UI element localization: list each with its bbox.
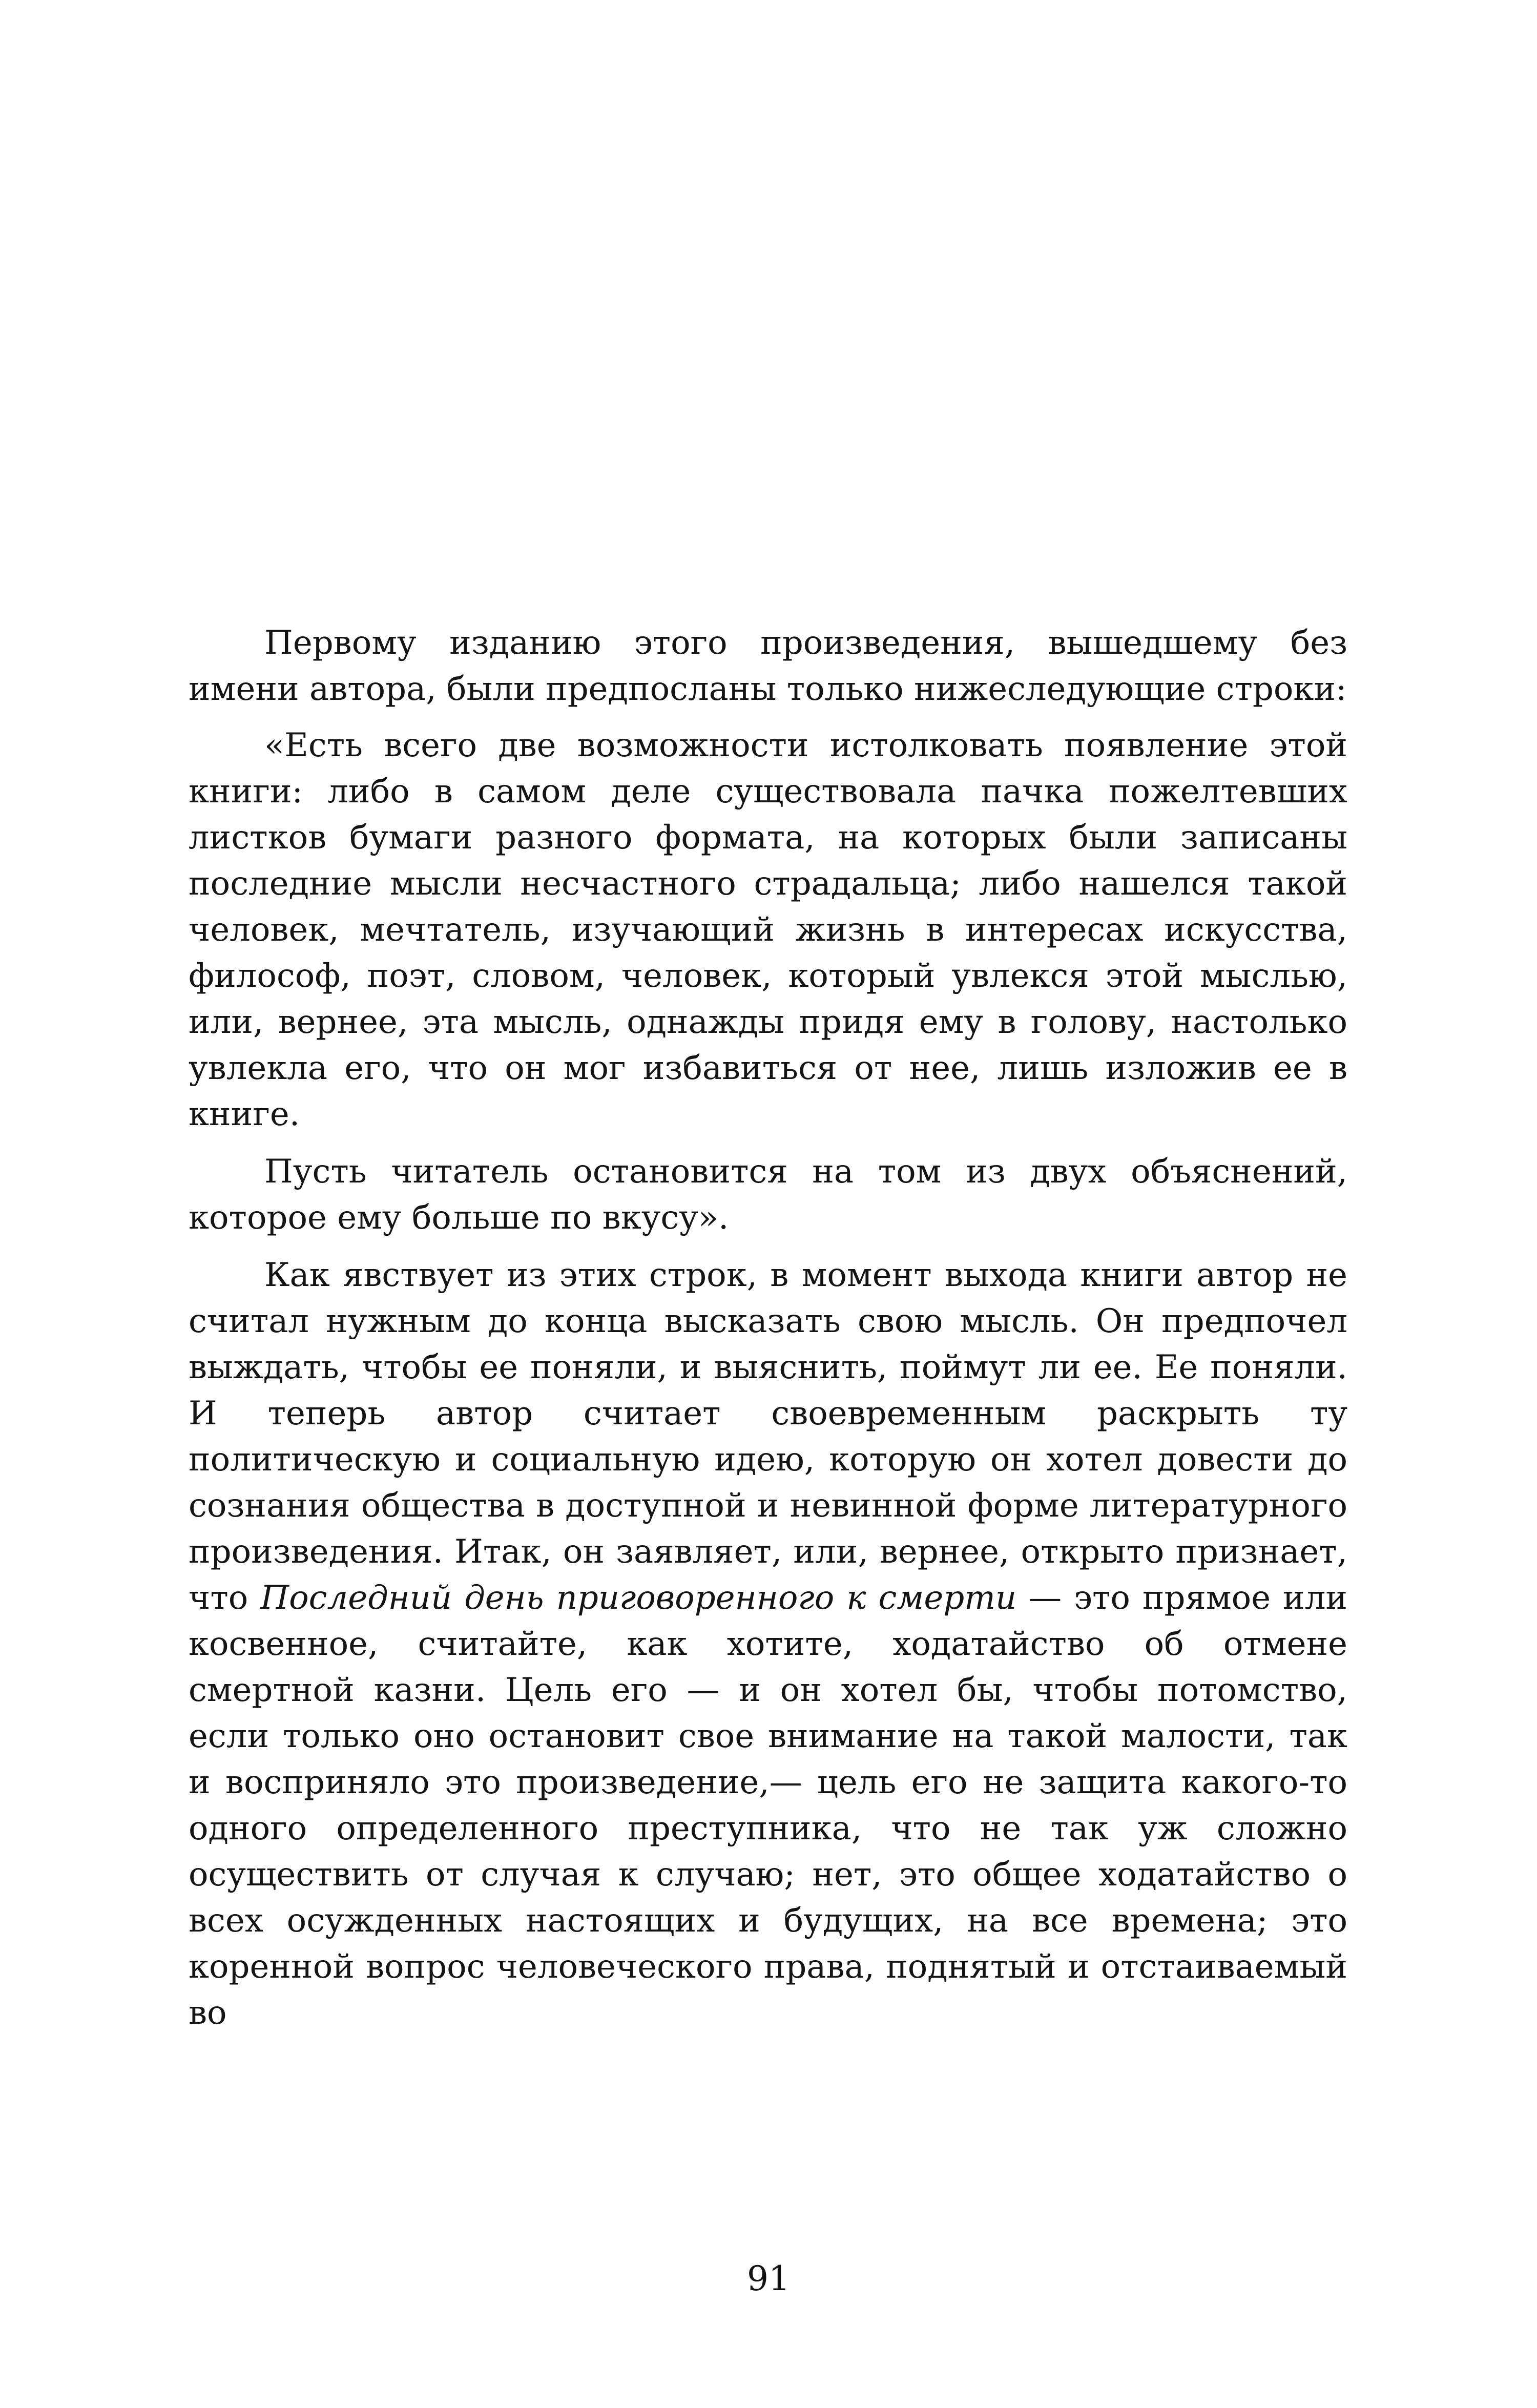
body-text [189, 620, 1347, 2047]
book-title: Последний день приговоренного к смерти [260, 1579, 1017, 1617]
paragraph-explanation [189, 1252, 1347, 2036]
paragraph-explanation-end: — это прямое или косвенное, считайте, как хотите, ходатайство об отмене смертной казни. Цель его — и он хотел бы, чтобы потомство, если только оно остановит свое внимание на такой малости, так и восприняло это произведение,— цель его не защита какого-то одного определенного преступника, что не так уж сложно осуществить от случая к случаю; нет, это общее ходатайство о всех осужденных настоящих и будущих, на все времена; это коренной вопрос человеческого права, поднятый и отстаиваемый во [189, 1579, 1348, 2032]
paragraph-quote: «Есть всего две возможности истолковать появление этой книги: либо в самом деле существовала пачка пожелтевших листков бумаги разного формата, на которых были записаны последние мысли несчастного страдальца; либо нашелся такой человек, мечтатель, изучающий жизнь в интересах искусства, философ, поэт, словом, человек, который увлекся этой мыслью, или, вернее, эта мысль, однажды придя ему в голову, настолько увлекла его, что он мог избавиться от нее, лишь изложив ее в книге. [189, 726, 1347, 1133]
page-number: 91 [747, 2259, 790, 2298]
paragraph-quote-end: Пусть читатель остановится на том из двух объяснений, которое ему больше по вкусу». [189, 1153, 1347, 1237]
paragraph-explanation-start: Как явствует из этих строк, в момент выхода книги автор не считал нужным до конца высказать свою мысль. Он предпочел выждать, чтобы ее поняли, и выяснить, поймут ли ее. Ее поняли. И теперь автор считает своевременным раскрыть ту политическую и социальную идею, которую он хотел довести до сознания общества в доступной и невинной форме литературного произведения. Итак, он заявляет, или, вернее, открыто признает, что [189, 1256, 1347, 1617]
paragraph-intro: Первому изданию этого произведения, вышедшему без имени автора, были предпосланы только нижеследующие строки: [189, 624, 1347, 708]
